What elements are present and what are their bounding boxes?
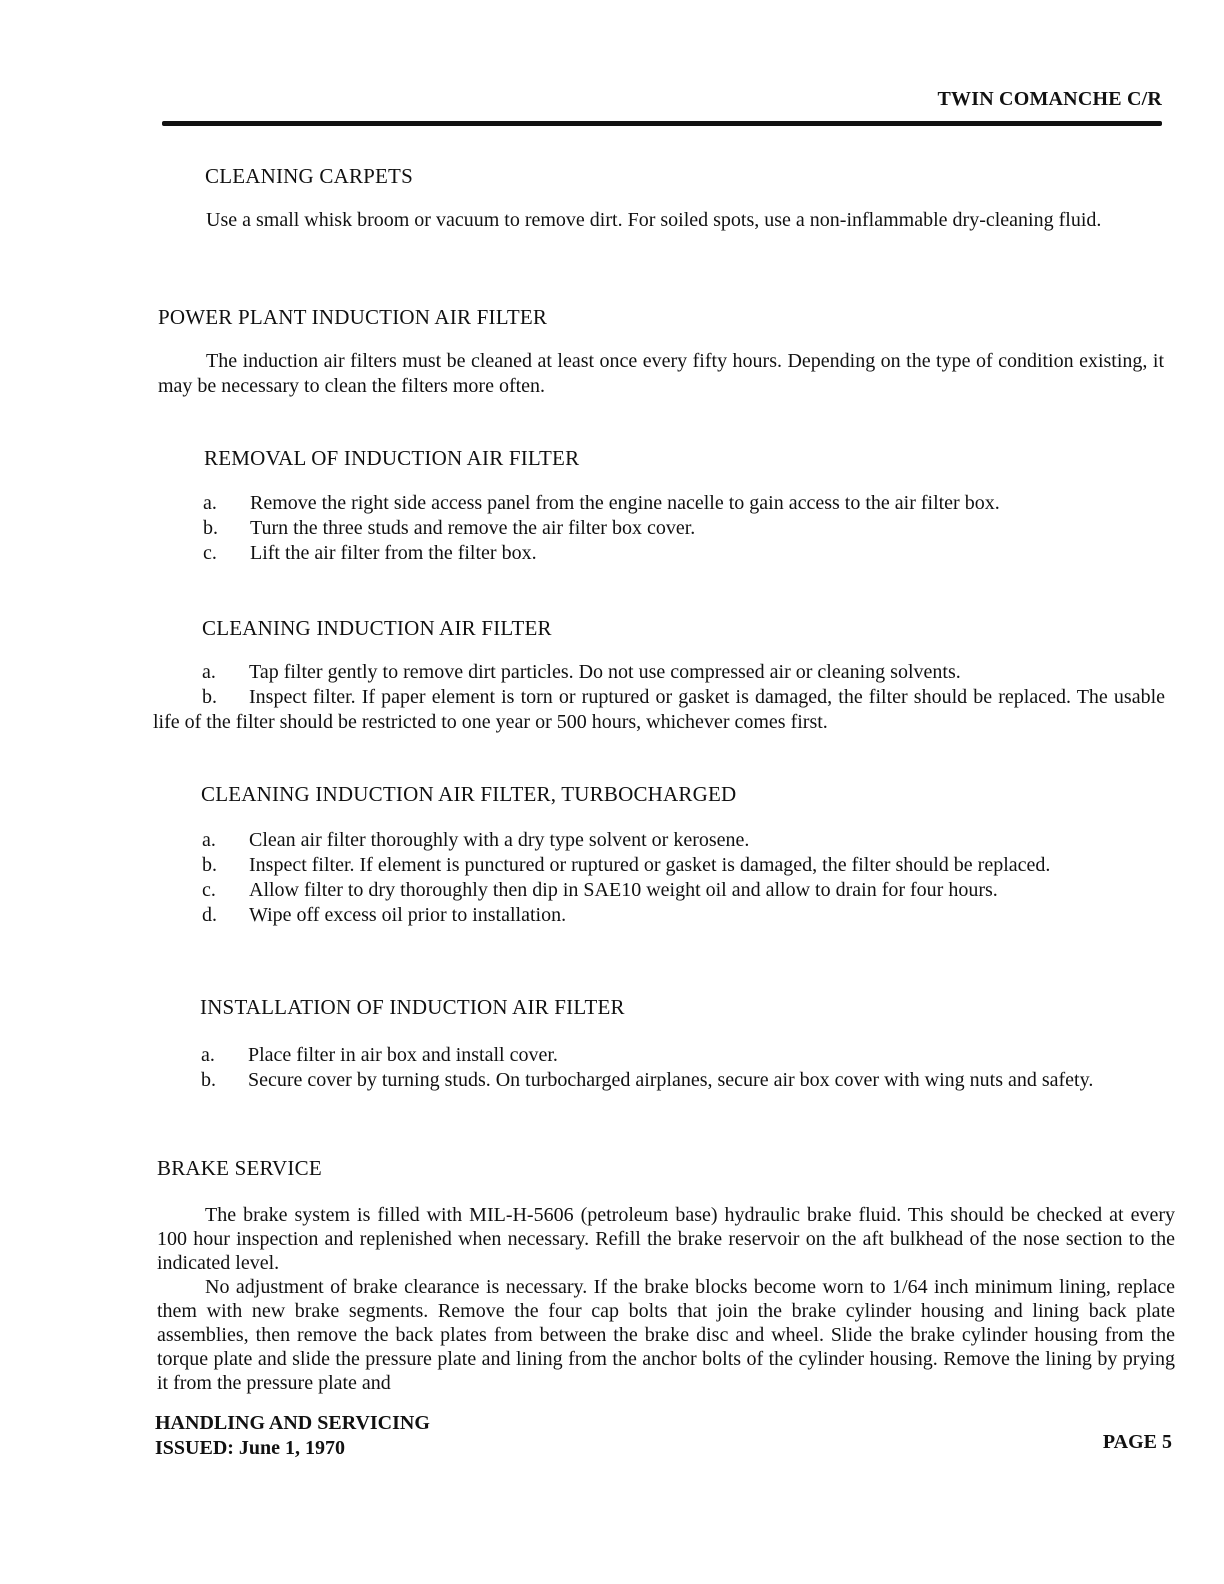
- list-item: [152, 1043, 1168, 1068]
- list-item-text: Lift the air filter from the filter box.: [250, 542, 537, 564]
- list-item: [203, 516, 1163, 541]
- list-marker: a.: [203, 492, 217, 514]
- list-item: [153, 685, 1165, 735]
- list-marker: a.: [201, 1044, 215, 1066]
- list-item: [152, 878, 1165, 903]
- list-item-text: Clean air filter thoroughly with a dry type solvent or kerosene.: [249, 829, 750, 851]
- heading-removal-filter: REMOVAL OF INDUCTION AIR FILTER: [204, 446, 580, 470]
- list-item-text: Turn the three studs and remove the air filter box cover.: [250, 517, 696, 539]
- document-header-title: TWIN COMANCHE C/R: [937, 88, 1162, 110]
- list-item-text: Remove the right side access panel from the engine nacelle to gain access to the air filter box.: [250, 492, 1000, 514]
- list-marker: c.: [202, 879, 216, 901]
- list-item-text: Secure cover by turning studs. On turbocharged airplanes, secure air box cover with wing nuts and safety.: [248, 1069, 1094, 1091]
- list-marker: d.: [202, 904, 217, 926]
- list-marker: a.: [202, 661, 216, 683]
- page-number: PAGE 5: [1102, 1431, 1172, 1453]
- list-item-text: Place filter in air box and install cover.: [248, 1044, 558, 1066]
- heading-installation-filter: INSTALLATION OF INDUCTION AIR FILTER: [200, 995, 625, 1019]
- list-removal-steps: [203, 491, 1163, 566]
- list-item-text: Allow filter to dry thoroughly then dip in SAE10 weight oil and allow to drain for four hours.: [249, 879, 998, 901]
- list-marker: b.: [202, 686, 217, 708]
- list-marker: a.: [202, 829, 216, 851]
- list-item: [152, 903, 1165, 928]
- list-item-text: Tap filter gently to remove dirt particles. Do not use compressed air or cleaning solvents.: [249, 661, 961, 683]
- list-turbo-steps: [152, 828, 1165, 928]
- paragraph-brake-fluid: The brake system is filled with MIL-H-5606 (petroleum base) hydraulic brake fluid. This should be checked at every 100 hour inspection and replenished when necessary. Refill the brake reservoir on the aft bulkhead of the nose section to the indicated level.: [157, 1204, 1175, 1274]
- footer-block: [155, 1411, 430, 1461]
- heading-cleaning-filter: CLEANING INDUCTION AIR FILTER: [202, 616, 552, 640]
- paragraph-brake-adjustment: No adjustment of brake clearance is necessary. If the brake blocks become worn to 1/64 inch minimum lining, replace them with new brake segments. Remove the four cap bolts that join the brake cylinder housing and lining back plate assemblies, then remove the back plates from between the brake disc and wheel. Slide the brake cylinder housing from the torque plate and slide the pressure plate and lining from the anchor bolts of the cylinder housing. Remove the lining by prying it from the pressure plate and: [157, 1276, 1175, 1394]
- list-item: [203, 541, 1163, 566]
- heading-power-plant-filter: POWER PLANT INDUCTION AIR FILTER: [158, 305, 548, 329]
- list-item-text: Inspect filter. If element is punctured or ruptured or gasket is damaged, the filter should be replaced.: [249, 854, 1051, 876]
- list-item: [152, 1068, 1168, 1093]
- heading-brake-service: BRAKE SERVICE: [157, 1156, 322, 1180]
- footer-issued-date: ISSUED: June 1, 1970: [155, 1437, 346, 1459]
- list-cleaning-steps: [153, 660, 1165, 735]
- heading-cleaning-filter-turbocharged: CLEANING INDUCTION AIR FILTER, TURBOCHARGED: [201, 782, 737, 806]
- list-marker: b.: [203, 517, 218, 539]
- heading-cleaning-carpets: CLEANING CARPETS: [205, 164, 413, 188]
- list-marker: b.: [201, 1069, 216, 1091]
- list-marker: b.: [202, 854, 217, 876]
- paragraph-power-plant-filter: The induction air filters must be cleaned at least once every fifty hours. Depending on the type of condition existing, it may be necessary to clean the filters more often.: [158, 350, 1164, 397]
- list-item: [152, 853, 1165, 878]
- header-rule: [162, 121, 1162, 126]
- paragraph-cleaning-carpets: Use a small whisk broom or vacuum to remove dirt. For soiled spots, use a non-inflammable dry-cleaning fluid.: [206, 209, 1102, 231]
- list-item-text: Wipe off excess oil prior to installation.: [249, 904, 567, 926]
- list-marker: c.: [203, 542, 217, 564]
- list-item-text: Inspect filter. If paper element is torn or ruptured or gasket is damaged, the filter should be replaced. The usable life of the filter should be restricted to one year or 500 hours, whichever comes first.: [153, 686, 1165, 733]
- list-item: [203, 491, 1163, 516]
- list-item: [152, 828, 1165, 853]
- list-item: [153, 660, 1165, 685]
- footer-section-title: HANDLING AND SERVICING: [155, 1412, 430, 1434]
- list-installation-steps: [152, 1043, 1168, 1093]
